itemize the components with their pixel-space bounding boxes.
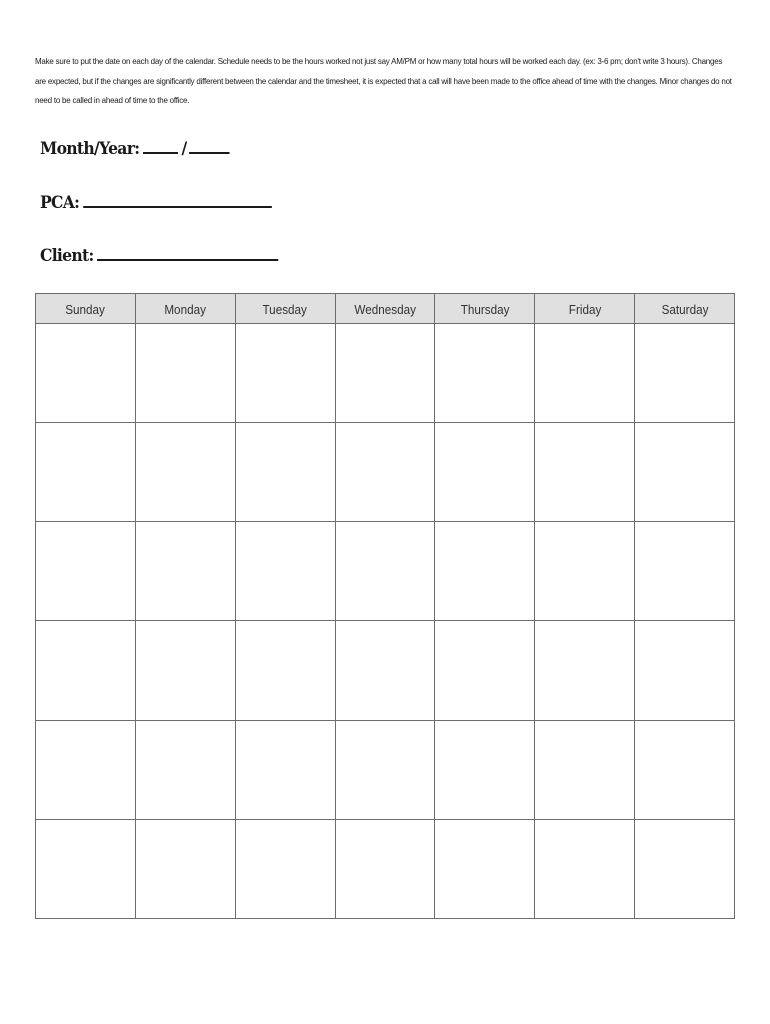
day-cell-wednesday[interactable] xyxy=(335,621,435,720)
calendar-header-row xyxy=(36,294,735,324)
day-header-monday: Monday xyxy=(135,294,235,324)
day-cell-thursday[interactable] xyxy=(435,522,535,621)
calendar-body xyxy=(36,324,735,919)
day-cell-friday[interactable] xyxy=(535,423,635,522)
day-cell-thursday[interactable] xyxy=(435,819,535,918)
day-cell-sunday[interactable] xyxy=(36,423,136,522)
pca-label: PCA: xyxy=(40,193,80,213)
day-cell-sunday[interactable] xyxy=(36,819,136,918)
month-blank[interactable] xyxy=(143,136,178,154)
day-cell-saturday[interactable] xyxy=(635,522,735,621)
year-blank[interactable] xyxy=(189,136,229,154)
day-header-sunday: Sunday xyxy=(36,294,136,324)
day-cell-tuesday[interactable] xyxy=(235,522,335,621)
day-header-saturday: Saturday xyxy=(635,294,735,324)
day-cell-friday[interactable] xyxy=(535,522,635,621)
day-cell-friday[interactable] xyxy=(535,621,635,720)
pca-blank[interactable] xyxy=(83,190,272,208)
calendar-week-row xyxy=(36,621,735,720)
day-cell-saturday[interactable] xyxy=(635,819,735,918)
pca-field xyxy=(40,190,271,213)
day-header-tuesday: Tuesday xyxy=(235,294,335,324)
client-blank[interactable] xyxy=(97,243,278,261)
day-cell-wednesday[interactable] xyxy=(335,324,435,423)
client-label: Client: xyxy=(40,246,94,266)
month-year-label: Month/Year: xyxy=(40,139,140,159)
day-cell-sunday[interactable] xyxy=(36,621,136,720)
day-cell-tuesday[interactable] xyxy=(235,324,335,423)
calendar-week-row xyxy=(36,423,735,522)
day-cell-monday[interactable] xyxy=(135,423,235,522)
day-cell-thursday[interactable] xyxy=(435,720,535,819)
day-cell-saturday[interactable] xyxy=(635,423,735,522)
day-cell-sunday[interactable] xyxy=(36,522,136,621)
day-cell-friday[interactable] xyxy=(535,720,635,819)
day-cell-monday[interactable] xyxy=(135,522,235,621)
day-cell-wednesday[interactable] xyxy=(335,522,435,621)
day-cell-tuesday[interactable] xyxy=(235,621,335,720)
day-cell-monday[interactable] xyxy=(135,720,235,819)
calendar-week-row xyxy=(36,720,735,819)
day-cell-saturday[interactable] xyxy=(635,324,735,423)
day-cell-wednesday[interactable] xyxy=(335,819,435,918)
calendar-grid xyxy=(35,293,735,919)
day-cell-sunday[interactable] xyxy=(36,720,136,819)
client-field xyxy=(40,243,278,266)
day-cell-wednesday[interactable] xyxy=(335,720,435,819)
day-cell-monday[interactable] xyxy=(135,621,235,720)
day-cell-sunday[interactable] xyxy=(36,324,136,423)
day-cell-tuesday[interactable] xyxy=(235,720,335,819)
day-cell-thursday[interactable] xyxy=(435,423,535,522)
day-cell-monday[interactable] xyxy=(135,324,235,423)
day-cell-friday[interactable] xyxy=(535,819,635,918)
day-cell-thursday[interactable] xyxy=(435,621,535,720)
day-header-thursday: Thursday xyxy=(435,294,535,324)
day-cell-tuesday[interactable] xyxy=(235,819,335,918)
day-cell-friday[interactable] xyxy=(535,324,635,423)
day-cell-wednesday[interactable] xyxy=(335,423,435,522)
instructions-text: Make sure to put the date on each day of the calendar. Schedule needs to be the hours worked not just say AM/PM or how many total hours will be worked each day. (ex: 3-6 pm; don't write 3 hours). Changes are expected, but if the changes are significantly different between the calendar and the timesheet, it is expected that a call will have been made to the office ahead of time with the changes. Minor changes do not need to be called in ahead of time to the office. xyxy=(35,56,732,105)
calendar-week-row xyxy=(36,819,735,918)
calendar-week-row xyxy=(36,324,735,423)
month-year-field xyxy=(40,136,230,159)
day-cell-tuesday[interactable] xyxy=(235,423,335,522)
month-year-separator: / xyxy=(181,139,187,159)
day-header-wednesday: Wednesday xyxy=(335,294,435,324)
day-cell-saturday[interactable] xyxy=(635,720,735,819)
day-cell-thursday[interactable] xyxy=(435,324,535,423)
calendar-week-row xyxy=(36,522,735,621)
day-header-friday: Friday xyxy=(535,294,635,324)
day-cell-monday[interactable] xyxy=(135,819,235,918)
day-cell-saturday[interactable] xyxy=(635,621,735,720)
